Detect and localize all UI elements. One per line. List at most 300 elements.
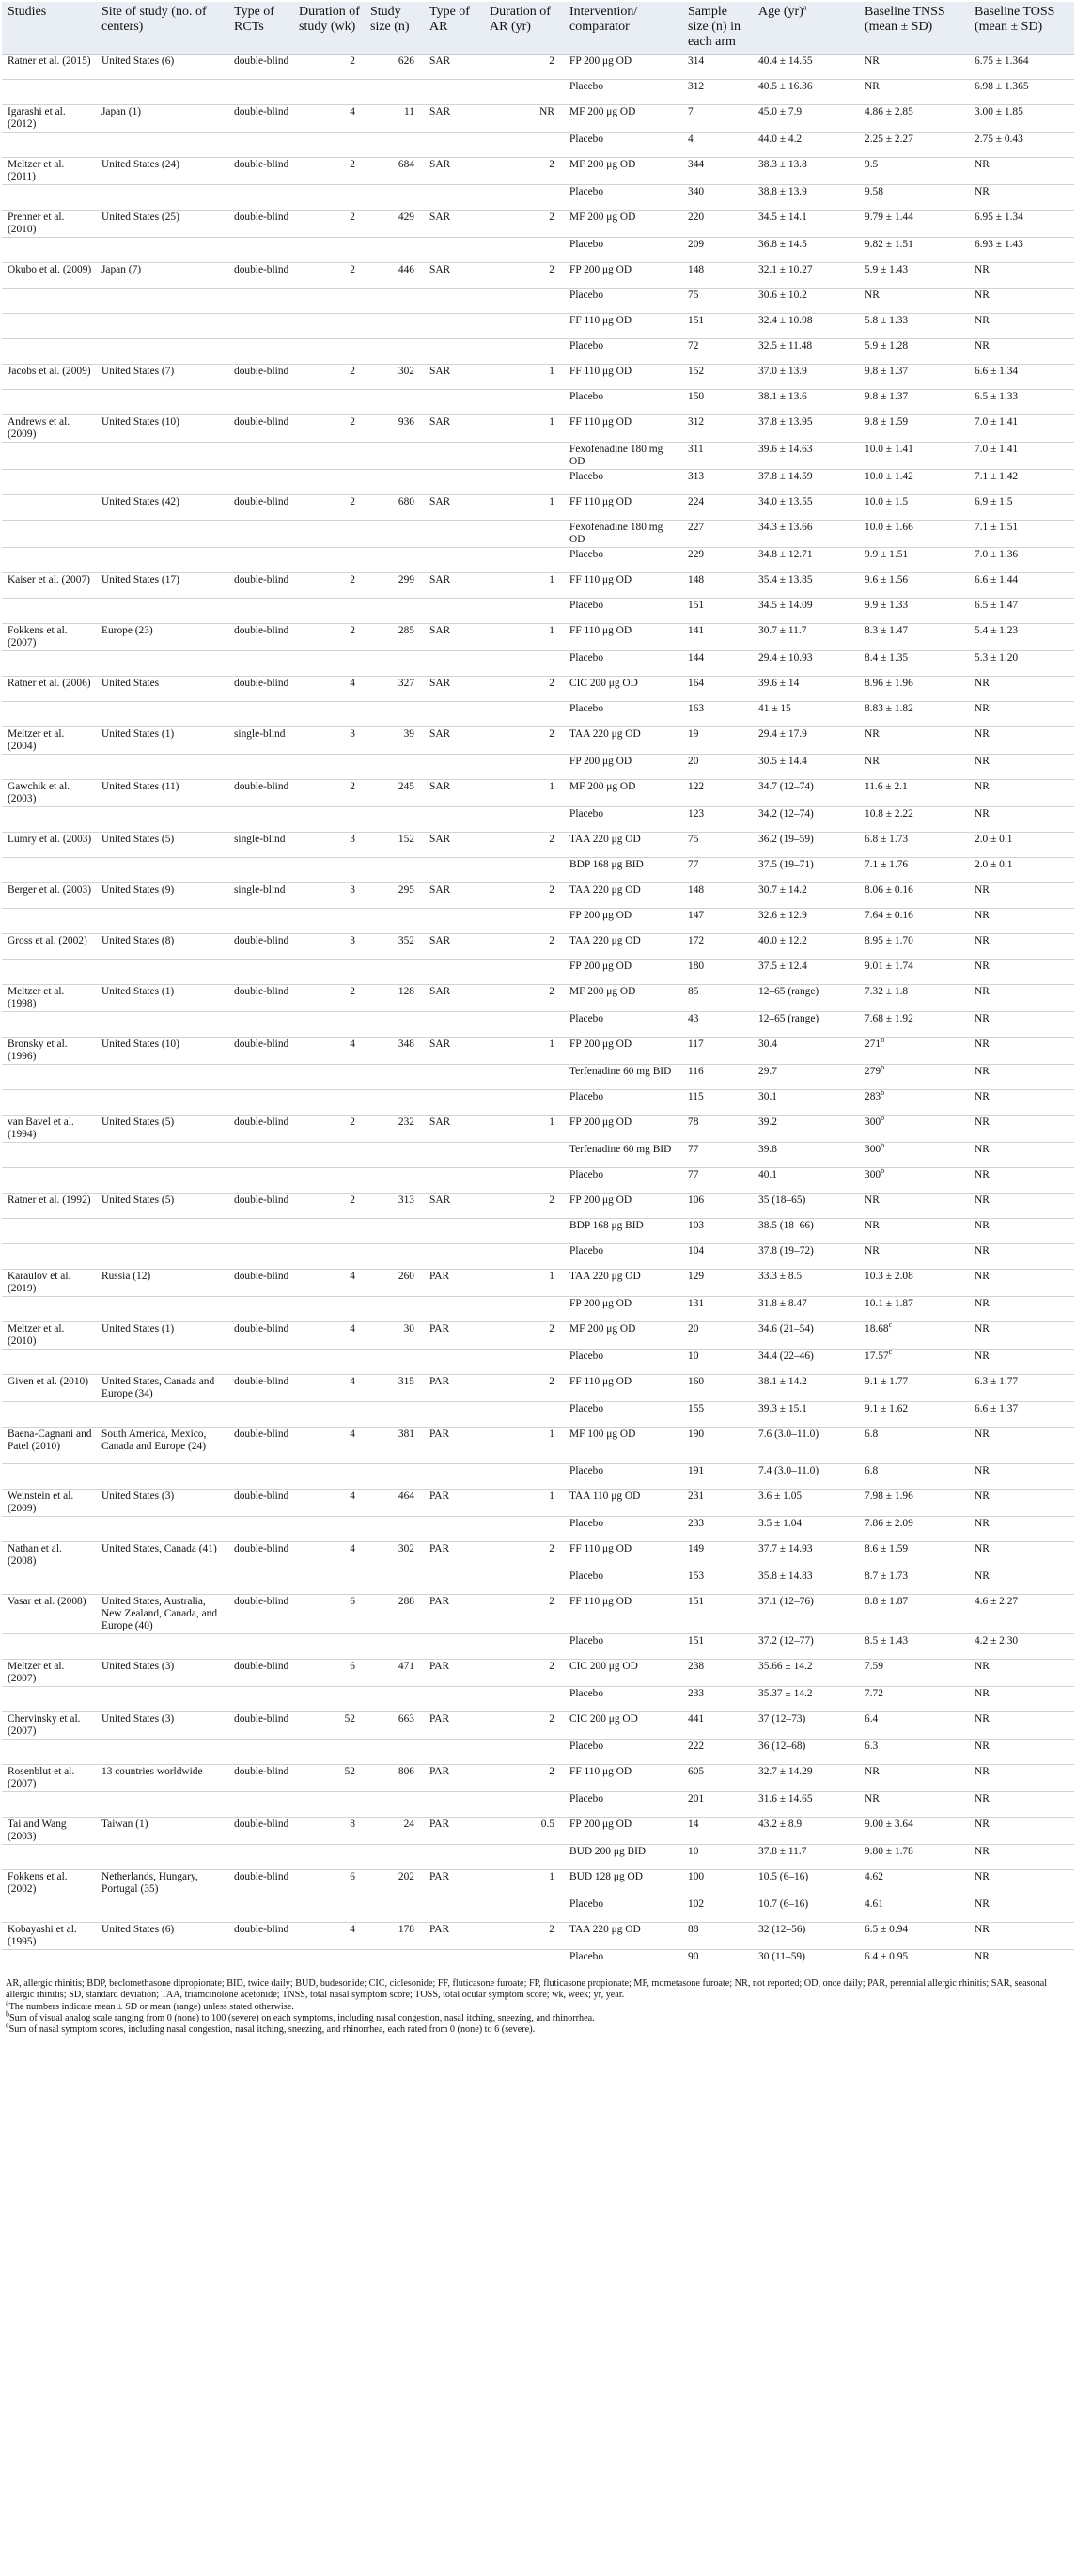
cell-duration-study: 3 (293, 833, 365, 858)
cell-study-size (365, 1168, 424, 1194)
table-row (2, 1845, 1074, 1870)
col-header-intervention: Intervention/ comparator (564, 2, 682, 55)
cell-baseline-tnss: 2.25 ± 2.27 (859, 133, 969, 158)
cell-site: United States (3) (96, 1660, 228, 1687)
cell-sample-size: 151 (682, 314, 753, 339)
cell-site (96, 702, 228, 727)
cell-intervention: FF 110 μg OD (564, 1542, 682, 1569)
table-row (2, 238, 1074, 263)
cell-age: 39.6 ± 14.63 (753, 443, 859, 470)
cell-site (96, 548, 228, 573)
cell-intervention: Placebo (564, 1464, 682, 1490)
cell-sample-size: 220 (682, 211, 753, 238)
cell-duration-study (293, 1012, 365, 1038)
cell-duration-ar: 1 (484, 495, 564, 521)
table-row (2, 1116, 1074, 1143)
cell-study-size (365, 80, 424, 105)
cell-intervention: TAA 220 μg OD (564, 833, 682, 858)
cell-ar-type (424, 1897, 484, 1923)
cell-sample-size: 131 (682, 1297, 753, 1322)
cell-age: 38.1 ± 14.2 (753, 1375, 859, 1402)
cell-duration-ar: 1 (484, 780, 564, 807)
cell-intervention: BDP 168 μg BID (564, 1219, 682, 1244)
cell-study-size (365, 1740, 424, 1765)
cell-baseline-tnss: NR (859, 727, 969, 755)
cell-ar-type: PAR (424, 1490, 484, 1517)
cell-duration-study: 4 (293, 1542, 365, 1569)
cell-study (2, 185, 96, 211)
cell-site (96, 1792, 228, 1818)
cell-study-size: 232 (365, 1116, 424, 1143)
studies-table (2, 2, 1074, 1975)
cell-baseline-tnss: 9.1 ± 1.62 (859, 1402, 969, 1428)
cell-sample-size: 227 (682, 521, 753, 548)
cell-intervention: Placebo (564, 133, 682, 158)
cell-ar-type: PAR (424, 1712, 484, 1740)
table-row (2, 1897, 1074, 1923)
cell-duration-ar (484, 1402, 564, 1428)
table-row (2, 858, 1074, 883)
table-row (2, 1712, 1074, 1740)
table-row (2, 1542, 1074, 1569)
cell-sample-size: 77 (682, 858, 753, 883)
cell-baseline-toss: NR (969, 1038, 1074, 1065)
cell-sample-size: 7 (682, 105, 753, 133)
cell-study-size (365, 807, 424, 833)
cell-sample-size: 103 (682, 1219, 753, 1244)
table-row (2, 1428, 1074, 1464)
table-row (2, 339, 1074, 365)
cell-duration-ar: 1 (484, 1270, 564, 1297)
cell-duration-ar: 2 (484, 985, 564, 1012)
cell-site (96, 1687, 228, 1712)
cell-intervention: Placebo (564, 1740, 682, 1765)
cell-study: Meltzer et al. (2007) (2, 1660, 96, 1687)
table-row (2, 1687, 1074, 1712)
cell-sample-size: 116 (682, 1065, 753, 1090)
cell-intervention: FF 110 μg OD (564, 495, 682, 521)
cell-rct-type (228, 185, 293, 211)
cell-site: Japan (7) (96, 263, 228, 289)
cell-baseline-tnss: 10.3 ± 2.08 (859, 1270, 969, 1297)
cell-baseline-tnss: NR (859, 55, 969, 80)
cell-duration-study: 4 (293, 105, 365, 133)
table-row (2, 263, 1074, 289)
cell-site (96, 133, 228, 158)
table-row (2, 702, 1074, 727)
cell-site (96, 960, 228, 985)
cell-intervention: FF 110 μg OD (564, 624, 682, 651)
cell-baseline-toss: 2.0 ± 0.1 (969, 833, 1074, 858)
cell-intervention: Placebo (564, 289, 682, 314)
cell-rct-type (228, 1297, 293, 1322)
cell-study-size (365, 1950, 424, 1975)
table-row (2, 1660, 1074, 1687)
cell-baseline-toss: NR (969, 1712, 1074, 1740)
cell-intervention: Placebo (564, 80, 682, 105)
cell-duration-ar: 1 (484, 1870, 564, 1897)
cell-duration-study (293, 1244, 365, 1270)
cell-duration-study: 3 (293, 883, 365, 909)
cell-study (2, 702, 96, 727)
cell-study-size: 152 (365, 833, 424, 858)
cell-duration-ar (484, 289, 564, 314)
cell-study (2, 599, 96, 624)
cell-study-size: 680 (365, 495, 424, 521)
table-row (2, 677, 1074, 702)
cell-duration-ar (484, 1065, 564, 1090)
cell-ar-type (424, 1792, 484, 1818)
cell-sample-size: 238 (682, 1660, 753, 1687)
cell-ar-type: SAR (424, 677, 484, 702)
cell-duration-ar: 1 (484, 365, 564, 390)
cell-rct-type: double-blind (228, 1428, 293, 1464)
cell-sample-size: 229 (682, 548, 753, 573)
cell-duration-study (293, 1687, 365, 1712)
cell-study: Ratner et al. (1992) (2, 1194, 96, 1219)
cell-sample-size: 43 (682, 1012, 753, 1038)
cell-rct-type (228, 1845, 293, 1870)
footnote-marker: b (881, 1089, 885, 1098)
cell-site (96, 1065, 228, 1090)
cell-ar-type: SAR (424, 495, 484, 521)
table-row (2, 443, 1074, 470)
cell-site (96, 185, 228, 211)
cell-value: 300 (865, 1169, 881, 1180)
cell-duration-ar (484, 1168, 564, 1194)
cell-duration-study: 2 (293, 780, 365, 807)
cell-site (96, 1402, 228, 1428)
cell-duration-ar (484, 1350, 564, 1375)
cell-duration-study (293, 314, 365, 339)
cell-site: Europe (23) (96, 624, 228, 651)
cell-rct-type: double-blind (228, 1542, 293, 1569)
cell-study-size (365, 651, 424, 677)
cell-duration-study: 52 (293, 1765, 365, 1792)
cell-baseline-toss: NR (969, 1765, 1074, 1792)
table-row (2, 1818, 1074, 1845)
cell-intervention: TAA 220 μg OD (564, 1923, 682, 1950)
cell-baseline-toss: NR (969, 1542, 1074, 1569)
cell-ar-type: SAR (424, 624, 484, 651)
col-header-type-rct: Type of RCTs (228, 2, 293, 55)
cell-duration-study: 2 (293, 624, 365, 651)
cell-intervention: TAA 220 μg OD (564, 1270, 682, 1297)
cell-rct-type (228, 1569, 293, 1595)
cell-rct-type (228, 238, 293, 263)
cell-age: 32.4 ± 10.98 (753, 314, 859, 339)
table-row (2, 55, 1074, 80)
cell-sample-size: 233 (682, 1517, 753, 1542)
cell-baseline-tnss: 7.1 ± 1.76 (859, 858, 969, 883)
cell-duration-study: 3 (293, 727, 365, 755)
table-row (2, 314, 1074, 339)
cell-site (96, 1634, 228, 1660)
cell-study-size: 936 (365, 415, 424, 443)
cell-baseline-tnss: 5.9 ± 1.43 (859, 263, 969, 289)
cell-intervention: FP 200 μg OD (564, 1297, 682, 1322)
cell-intervention: Terfenadine 60 mg BID (564, 1143, 682, 1168)
cell-rct-type (228, 1350, 293, 1375)
cell-duration-study: 4 (293, 677, 365, 702)
cell-baseline-toss: 7.0 ± 1.36 (969, 548, 1074, 573)
cell-age: 34.4 (22–46) (753, 1350, 859, 1375)
cell-intervention: Placebo (564, 1569, 682, 1595)
cell-baseline-toss: 2.75 ± 0.43 (969, 133, 1074, 158)
cell-age: 40.5 ± 16.36 (753, 80, 859, 105)
cell-rct-type: double-blind (228, 1194, 293, 1219)
cell-study (2, 807, 96, 833)
footnote-b-text: Sum of visual analog scale ranging from 0 (none) to 100 (severe) on each symptoms, including nasal congestion, nasal itching, sneezing, and rhinorrhea. (9, 2012, 595, 2023)
cell-ar-type (424, 314, 484, 339)
cell-site: United States (3) (96, 1490, 228, 1517)
cell-ar-type (424, 807, 484, 833)
cell-study-size (365, 1402, 424, 1428)
cell-site: United States (6) (96, 55, 228, 80)
cell-site: United States (1) (96, 727, 228, 755)
cell-age: 41 ± 15 (753, 702, 859, 727)
table-row (2, 624, 1074, 651)
cell-age: 39.2 (753, 1116, 859, 1143)
cell-site (96, 755, 228, 780)
cell-baseline-toss: NR (969, 909, 1074, 934)
cell-duration-ar (484, 133, 564, 158)
cell-study (2, 1219, 96, 1244)
cell-duration-study (293, 289, 365, 314)
col-header-baseline-toss: Baseline TOSS (mean ± SD) (969, 2, 1074, 55)
cell-study (2, 1143, 96, 1168)
col-header-duration-study: Duration of study (wk) (293, 2, 365, 55)
cell-age: 35.66 ± 14.2 (753, 1660, 859, 1687)
cell-study-size: 11 (365, 105, 424, 133)
cell-baseline-tnss: 10.0 ± 1.42 (859, 470, 969, 495)
cell-duration-study (293, 1065, 365, 1090)
cell-site: United States (10) (96, 415, 228, 443)
cell-sample-size: 222 (682, 1740, 753, 1765)
cell-ar-type: SAR (424, 1194, 484, 1219)
cell-sample-size: 172 (682, 934, 753, 960)
cell-site: United States (3) (96, 1712, 228, 1740)
cell-duration-study (293, 1402, 365, 1428)
cell-baseline-tnss: 8.83 ± 1.82 (859, 702, 969, 727)
table-row (2, 1168, 1074, 1194)
cell-baseline-tnss: 7.32 ± 1.8 (859, 985, 969, 1012)
cell-site (96, 1845, 228, 1870)
cell-duration-ar (484, 909, 564, 934)
cell-study-size (365, 238, 424, 263)
cell-baseline-toss: 7.0 ± 1.41 (969, 443, 1074, 470)
table-row (2, 883, 1074, 909)
cell-duration-ar (484, 1687, 564, 1712)
cell-duration-ar (484, 755, 564, 780)
cell-duration-study: 2 (293, 495, 365, 521)
table-row (2, 1322, 1074, 1350)
cell-rct-type: double-blind (228, 1375, 293, 1402)
cell-baseline-tnss: 7.98 ± 1.96 (859, 1490, 969, 1517)
cell-age: 38.5 (18–66) (753, 1219, 859, 1244)
cell-duration-study: 4 (293, 1428, 365, 1464)
cell-ar-type: SAR (424, 211, 484, 238)
cell-baseline-tnss: NR (859, 1792, 969, 1818)
cell-age: 43.2 ± 8.9 (753, 1818, 859, 1845)
cell-ar-type: PAR (424, 1765, 484, 1792)
cell-age: 3.5 ± 1.04 (753, 1517, 859, 1542)
cell-site (96, 1517, 228, 1542)
cell-rct-type (228, 80, 293, 105)
cell-study (2, 1897, 96, 1923)
cell-rct-type (228, 960, 293, 985)
cell-study: Jacobs et al. (2009) (2, 365, 96, 390)
cell-site: United States, Australia, New Zealand, Canada, and Europe (40) (96, 1595, 228, 1634)
cell-intervention: FP 200 μg OD (564, 755, 682, 780)
cell-duration-ar (484, 1244, 564, 1270)
cell-sample-size: 155 (682, 1402, 753, 1428)
cell-intervention: FP 200 μg OD (564, 1038, 682, 1065)
cell-baseline-toss: 6.6 ± 1.34 (969, 365, 1074, 390)
cell-baseline-toss: 2.0 ± 0.1 (969, 858, 1074, 883)
cell-age: 35 (18–65) (753, 1194, 859, 1219)
cell-age: 39.3 ± 15.1 (753, 1402, 859, 1428)
cell-rct-type: double-blind (228, 573, 293, 599)
cell-rct-type: double-blind (228, 211, 293, 238)
cell-ar-type: SAR (424, 985, 484, 1012)
cell-sample-size: 85 (682, 985, 753, 1012)
cell-age: 45.0 ± 7.9 (753, 105, 859, 133)
cell-duration-study (293, 1219, 365, 1244)
table-row (2, 1595, 1074, 1634)
cell-intervention: BUD 200 μg BID (564, 1845, 682, 1870)
cell-rct-type: double-blind (228, 1765, 293, 1792)
cell-baseline-tnss: 6.8 ± 1.73 (859, 833, 969, 858)
cell-intervention: Placebo (564, 339, 682, 365)
cell-rct-type (228, 1634, 293, 1660)
cell-duration-ar (484, 1634, 564, 1660)
cell-study (2, 1740, 96, 1765)
cell-ar-type (424, 599, 484, 624)
cell-study: Bronsky et al. (1996) (2, 1038, 96, 1065)
cell-ar-type: SAR (424, 1116, 484, 1143)
cell-site (96, 339, 228, 365)
cell-study (2, 339, 96, 365)
cell-duration-ar: 0.5 (484, 1818, 564, 1845)
cell-study-size (365, 1065, 424, 1090)
cell-duration-study (293, 133, 365, 158)
cell-site (96, 1168, 228, 1194)
cell-study-size (365, 339, 424, 365)
cell-intervention: FF 110 μg OD (564, 365, 682, 390)
cell-baseline-toss: NR (969, 1818, 1074, 1845)
cell-sample-size: 163 (682, 702, 753, 727)
cell-age: 7.4 (3.0–11.0) (753, 1464, 859, 1490)
cell-duration-study (293, 1090, 365, 1116)
table-row (2, 755, 1074, 780)
cell-rct-type (228, 339, 293, 365)
cell-baseline-toss: NR (969, 1569, 1074, 1595)
cell-duration-study (293, 755, 365, 780)
cell-duration-ar: 2 (484, 1660, 564, 1687)
cell-study (2, 1687, 96, 1712)
cell-study: Andrews et al. (2009) (2, 415, 96, 443)
table-row (2, 1923, 1074, 1950)
cell-age: 40.4 ± 14.55 (753, 55, 859, 80)
cell-baseline-tnss: NR (859, 1219, 969, 1244)
cell-ar-type (424, 755, 484, 780)
cell-baseline-toss: NR (969, 1143, 1074, 1168)
cell-study-size: 327 (365, 677, 424, 702)
cell-study-size (365, 1012, 424, 1038)
cell-duration-study (293, 1569, 365, 1595)
cell-baseline-tnss (859, 1038, 969, 1065)
cell-sample-size: 314 (682, 55, 753, 80)
cell-duration-study (293, 960, 365, 985)
cell-study-size (365, 1464, 424, 1490)
cell-ar-type (424, 1219, 484, 1244)
cell-ar-type (424, 185, 484, 211)
cell-duration-ar: 1 (484, 1490, 564, 1517)
cell-sample-size: 129 (682, 1270, 753, 1297)
cell-baseline-tnss: 5.8 ± 1.33 (859, 314, 969, 339)
cell-age: 7.6 (3.0–11.0) (753, 1428, 859, 1464)
cell-intervention: MF 200 μg OD (564, 985, 682, 1012)
cell-age: 40.0 ± 12.2 (753, 934, 859, 960)
cell-baseline-tnss: 9.01 ± 1.74 (859, 960, 969, 985)
cell-baseline-toss: NR (969, 1194, 1074, 1219)
cell-baseline-toss: 6.75 ± 1.364 (969, 55, 1074, 80)
cell-duration-study: 2 (293, 985, 365, 1012)
cell-duration-study: 4 (293, 1923, 365, 1950)
cell-sample-size: 150 (682, 390, 753, 415)
footnote-marker: b (881, 1167, 885, 1176)
cell-study: Fokkens et al. (2007) (2, 624, 96, 651)
cell-duration-ar: 2 (484, 1322, 564, 1350)
cell-rct-type (228, 1792, 293, 1818)
cell-intervention: Placebo (564, 599, 682, 624)
cell-baseline-toss: 6.6 ± 1.37 (969, 1402, 1074, 1428)
cell-baseline-toss: NR (969, 1792, 1074, 1818)
cell-duration-study: 52 (293, 1712, 365, 1740)
cell-study (2, 289, 96, 314)
cell-intervention: MF 200 μg OD (564, 780, 682, 807)
cell-intervention: Placebo (564, 1350, 682, 1375)
footnote-abbreviations: AR, allergic rhinitis; BDP, beclomethasone dipropionate; BID, twice daily; BUD, budesonide; CIC, ciclesonide; FF, fluticasone furoate; FP, fluticasone propionate; MF, mometasone furoate; NR, not reported; OD, once daily; PAR, perennial allergic rhinitis; SAR, seasonal allergic rhinitis; SD, standard deviation; TAA, triamcinolone acetonide; TNSS, total nasal symptom score; TOSS, total ocular symptom score; wk, week; yr, year. (6, 1978, 1048, 2001)
table-row (2, 1740, 1074, 1765)
cell-age: 12–65 (range) (753, 1012, 859, 1038)
cell-age: 37 (12–73) (753, 1712, 859, 1740)
cell-baseline-tnss: 6.8 (859, 1428, 969, 1464)
cell-rct-type (228, 390, 293, 415)
cell-baseline-tnss: 9.8 ± 1.37 (859, 365, 969, 390)
cell-duration-ar (484, 1297, 564, 1322)
cell-study-size (365, 702, 424, 727)
cell-baseline-tnss: 5.9 ± 1.28 (859, 339, 969, 365)
cell-site (96, 1244, 228, 1270)
cell-site: United States (11) (96, 780, 228, 807)
cell-duration-study (293, 1950, 365, 1975)
cell-intervention: Placebo (564, 1634, 682, 1660)
cell-duration-ar: 1 (484, 573, 564, 599)
cell-baseline-toss: NR (969, 1297, 1074, 1322)
cell-intervention: FF 110 μg OD (564, 1765, 682, 1792)
cell-rct-type: double-blind (228, 1818, 293, 1845)
cell-duration-ar: 2 (484, 55, 564, 80)
cell-rct-type: double-blind (228, 624, 293, 651)
cell-baseline-tnss: NR (859, 755, 969, 780)
cell-duration-ar: NR (484, 105, 564, 133)
cell-intervention: FP 200 μg OD (564, 1116, 682, 1143)
cell-baseline-tnss: 9.1 ± 1.77 (859, 1375, 969, 1402)
cell-baseline-toss: 4.2 ± 2.30 (969, 1634, 1074, 1660)
cell-site (96, 289, 228, 314)
